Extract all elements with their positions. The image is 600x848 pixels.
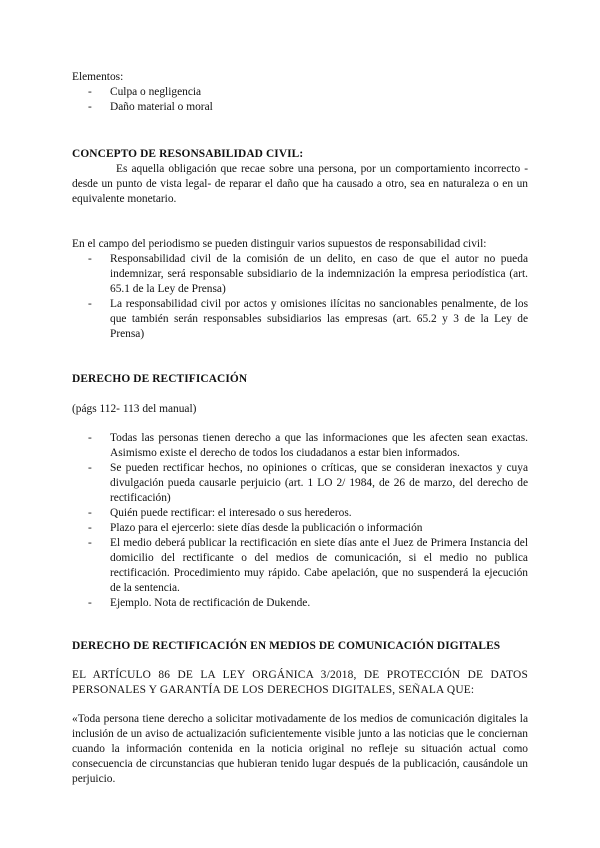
rectification-list — [72, 431, 528, 611]
list-item: - Culpa o negligencia — [88, 86, 202, 98]
section-heading-rectification: DERECHO DE RECTIFICACIÓN — [72, 373, 248, 385]
list-item: - Quién puede rectificar: el interesado o sus herederos. — [88, 507, 352, 519]
list-item: - El medio deberá publicar la rectificación en siete días ante el Juez de Primera Instancia del domicilio del rectificante o del medios de comunicación, si el medio no publica rectificación. Procedimiento muy rápido. Cabe apelación, que no suspenderá la ejecución de la sentencia. — [88, 537, 528, 594]
section-heading-concept: CONCEPTO DE RESONSABILIDAD CIVIL: — [72, 148, 304, 160]
digital-article-paragraph: EL ARTÍCULO 86 DE LA LEY ORGÁNICA 3/2018, DE PROTECCIÓN DE DATOS PERSONALES Y GARANTÍA DE LOS DERECHOS DIGITALES, SEÑALA QUE: — [72, 669, 528, 696]
elements-label: Elementos: — [72, 71, 124, 83]
concept-paragraph: Es aquella obligación que recae sobre una persona, por un comportamiento incorrecto -desde un punto de vista legal- de reparar el daño que ha causado a otro, sea en naturaleza o en un equivalente monetario. — [72, 163, 528, 205]
list-item: - Se pueden rectificar hechos, no opiniones o críticas, que se consideran inexactos y cuya divulgación pueda causarle perjuicio (art. 1 LO 2/ 1984, de 26 de marzo, del derecho de rectificación) — [88, 462, 528, 504]
list-item: - Ejemplo. Nota de rectificación de Dukende. — [88, 597, 311, 609]
journalism-intro: En el campo del periodismo se pueden distinguir varios supuestos de responsabilidad civil: — [72, 238, 487, 250]
list-item: - Plazo para el ejercerlo: siete días desde la publicación o información — [88, 522, 423, 534]
list-item: - Todas las personas tienen derecho a que las informaciones que les afecten sean exactas. Asimismo existe el derecho de todos los ciudadanos a estar bien informados. — [88, 432, 528, 459]
journalism-list — [72, 252, 528, 342]
list-item: - Responsabilidad civil de la comisión de un delito, en caso de que el autor no pueda indemnizar, será responsable subsidiario de la indemnización la empresa periodística (art. 65.1 de la Ley de Prensa) — [88, 253, 528, 295]
elements-list — [72, 85, 528, 115]
document-page — [72, 70, 528, 787]
list-item: - La responsabilidad civil por actos y omisiones ilícitas no sancionables penalmente, de los que también serán responsables subsidiarios las empresas (art. 65.2 y 3 de la Ley de Prensa) — [88, 298, 528, 340]
rectification-pages: (págs 112- 113 del manual) — [72, 403, 197, 415]
digital-quote-paragraph: «Toda persona tiene derecho a solicitar motivadamente de los medios de comunicación digitales la inclusión de un aviso de actualización suficientemente visible junto a las noticias que le conciernan cuando la información contenida en la noticia original no refleje su situación actual como consecuencia de circunstancias que hubieran tenido lugar después de la publicación, causándole un perjuicio. — [72, 713, 528, 785]
list-item: - Daño material o moral — [88, 101, 213, 113]
section-heading-digital: DERECHO DE RECTIFICACIÓN EN MEDIOS DE COMUNICACIÓN DIGITALES — [72, 640, 501, 652]
